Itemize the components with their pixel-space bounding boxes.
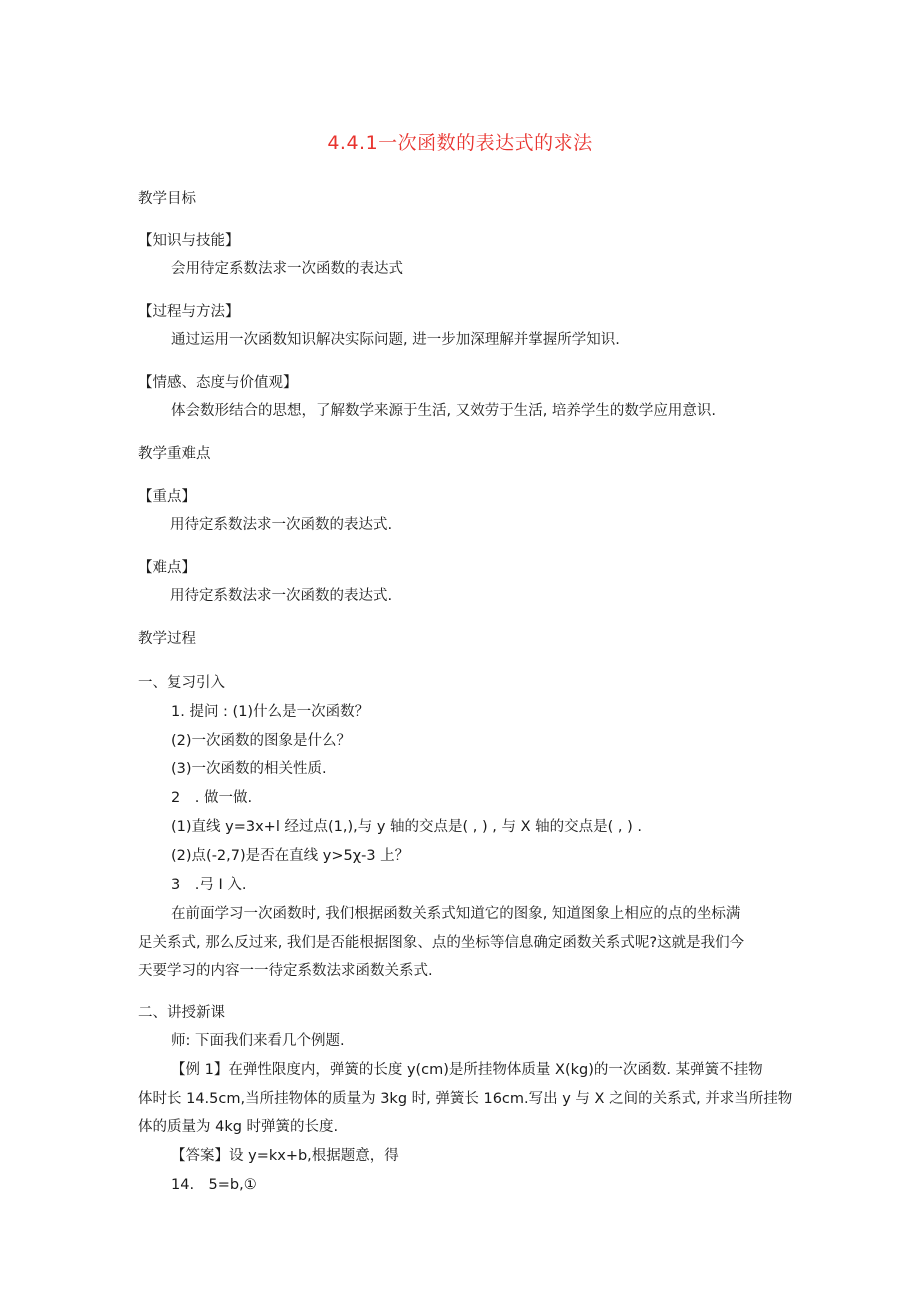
key-heading: 【重点】	[138, 489, 196, 505]
knowledge-heading: 【知识与技能】	[138, 233, 240, 249]
intro-paragraph-line-1: 在前面学习一次函数时, 我们根据函数关系式知道它的图象, 知道图象上相应的点的坐标满	[171, 906, 741, 922]
key-text: 用待定系数法求一次函数的表达式.	[170, 517, 393, 533]
answer-line: 【答案】设 y=kx+b,根据题意，得	[171, 1148, 399, 1164]
knowledge-text: 会用待定系数法求一次函数的表达式	[171, 261, 403, 277]
example-1-line-3: 体的质量为 4kg 时弹簧的长度.	[138, 1119, 339, 1135]
question-3: (3)一次函数的相关性质.	[171, 761, 327, 777]
do-heading: 2 . 做一做.	[171, 790, 253, 806]
example-1-line-1: 【例 1】在弹性限度内，弹簧的长度 y(cm)是所挂物体质量 X(kg)的一次函数. 某弹簧不挂物	[171, 1062, 763, 1078]
process-text: 通过运用一次函数知识解决实际问题, 进一步加深理解并掌握所学知识.	[171, 332, 620, 348]
difficult-text: 用待定系数法求一次函数的表达式.	[170, 588, 393, 604]
teaching-process-heading: 教学过程	[138, 631, 196, 647]
process-heading: 【过程与方法】	[138, 304, 240, 320]
intro-paragraph-line-2: 足关系式, 那么反过来, 我们是否能根据图象、点的坐标等信息确定函数关系式呢?这就是我们今	[138, 935, 745, 951]
question-1: 1. 提问 : (1)什么是一次函数？	[171, 704, 370, 720]
emotion-heading: 【情感、态度与价值观】	[138, 375, 298, 391]
do-item-1: (1)直线 y=3x+l 经过点(1,),与 y 轴的交点是( , ) , 与 X 轴的交点是( , ) .	[171, 819, 643, 835]
example-1-line-2: 体时长 14.5cm,当所挂物体的质量为 3kg 时, 弹簧长 16cm.写出 y 与 X 之间的关系式, 并求当所挂物	[138, 1091, 793, 1107]
emotion-text: 体会数形结合的思想，了解数学来源于生活, 又效劳于生活, 培养学生的数学应用意识.	[171, 403, 717, 419]
question-2: (2)一次函数的图象是什么？	[171, 733, 352, 749]
do-item-2: (2)点(-2,7)是否在直线 y>5χ-3 上？	[171, 848, 410, 864]
document-title: 4.4.1一次函数的表达式的求法	[327, 132, 593, 154]
key-difficult-heading: 教学重难点	[138, 446, 211, 462]
intro-paragraph-line-3: 天要学习的内容一一待定系数法求函数关系式.	[138, 963, 433, 979]
teacher-line: 师: 下面我们来看几个例题.	[171, 1033, 345, 1049]
section1-heading: 一、复习引入	[138, 675, 225, 691]
objectives-heading: 教学目标	[138, 191, 196, 207]
intro-heading: 3 .弓 I 入.	[171, 877, 247, 893]
equation-1: 14. 5=b,①	[171, 1177, 257, 1193]
difficult-heading: 【难点】	[138, 560, 196, 576]
section2-heading: 二、讲授新课	[138, 1005, 225, 1021]
